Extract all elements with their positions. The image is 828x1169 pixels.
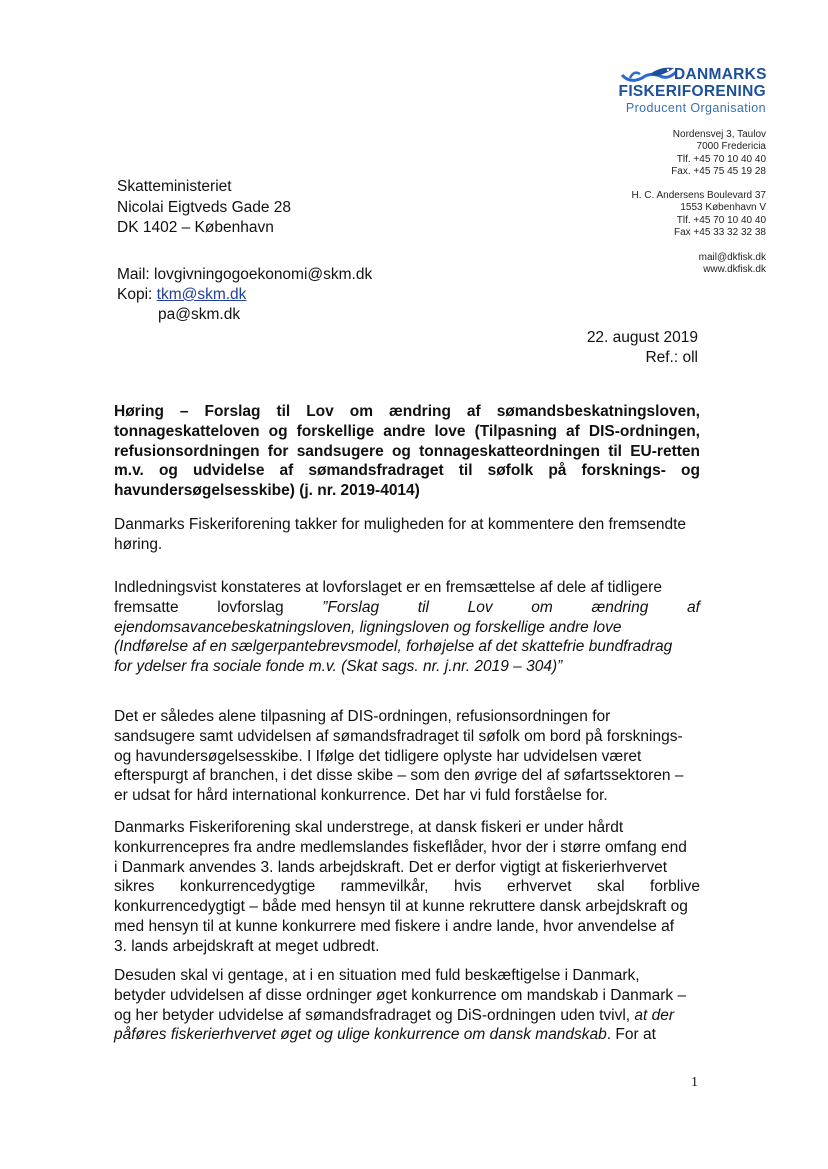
text-line: høring. bbox=[114, 535, 163, 553]
text-fragment-italic: at der bbox=[634, 1006, 675, 1024]
word: til bbox=[276, 403, 291, 420]
text-line: Det er således alene tilpasning af DIS-ordningen, refusionsordningen for bbox=[114, 708, 611, 725]
mail-line: Mail: lovgivningogoekonomi@skm.dk bbox=[117, 266, 373, 283]
word: Lov bbox=[467, 598, 493, 616]
paragraph-competition bbox=[114, 818, 700, 957]
text-fragment: og her betyder udvidelse af sømandsfradraget og DiS-ordningen uden tvivl, bbox=[114, 1006, 635, 1024]
word: EU-retten bbox=[630, 442, 700, 460]
word: sandsugere bbox=[296, 442, 384, 460]
address-phone: Tlf. +45 70 10 40 40 bbox=[676, 214, 766, 226]
address-line: H. C. Andersens Boulevard 37 bbox=[631, 190, 766, 201]
word: til bbox=[458, 462, 473, 480]
address-taulov bbox=[671, 129, 766, 179]
word: af bbox=[279, 462, 294, 480]
word: til bbox=[608, 442, 622, 460]
word: om bbox=[349, 403, 373, 420]
text-line bbox=[114, 598, 700, 618]
kopi-second-email: pa@skm.dk bbox=[158, 306, 241, 323]
text-line: Danmarks Fiskeriforening takker for muligheden for at kommentere den fremsendte bbox=[114, 516, 687, 533]
word: fremsatte bbox=[114, 598, 179, 616]
subject-line bbox=[114, 461, 700, 481]
text-line bbox=[114, 1025, 700, 1045]
date-block bbox=[587, 328, 698, 368]
kopi-label: Kopi: bbox=[117, 286, 157, 303]
text-line: konkurrencedygtigt – både med hensyn til at kunne rekruttere dansk arbejdskraft og bbox=[114, 898, 688, 916]
kopi-line bbox=[117, 285, 372, 305]
word: sømandsbeskatningsloven, bbox=[496, 403, 700, 420]
word: Lov bbox=[306, 403, 334, 420]
paragraph-background bbox=[114, 578, 700, 677]
paragraph-intro bbox=[114, 515, 700, 555]
logo-name-line2: FISKERIFORENING bbox=[618, 83, 766, 100]
word: af bbox=[687, 598, 700, 616]
word: sikres bbox=[114, 878, 155, 896]
address-line: Nordensvej 3, Taulov bbox=[672, 129, 766, 140]
word: udvidelse bbox=[192, 462, 265, 480]
text-fragment-italic: påføres fiskerierhvervet øget og ulige konkurrence om dansk mandskab bbox=[114, 1026, 607, 1044]
recipient-street: Nicolai Eigtveds Gade 28 bbox=[117, 198, 292, 216]
contact-web bbox=[699, 252, 766, 277]
word: tonnageskatteloven bbox=[114, 422, 260, 440]
word: love bbox=[434, 422, 466, 440]
text-line bbox=[114, 1006, 700, 1026]
subject-line bbox=[114, 422, 700, 442]
word: tonnageskatteordningen bbox=[419, 442, 600, 460]
text-line: konkurrencepres fra andre medlemslandes fiskeflåder, hvor der i større omfang end bbox=[114, 838, 687, 856]
address-phone: Tlf. +45 70 10 40 40 bbox=[676, 153, 766, 165]
recipient-city: DK 1402 – København bbox=[117, 219, 274, 236]
word: ”Forslag bbox=[322, 598, 380, 616]
word: og bbox=[158, 462, 178, 480]
logo-name-line1: DANMARKS bbox=[674, 66, 767, 83]
text-line: Indledningsvist konstateres at lovforslaget er en fremsættelse af dele af tidligere bbox=[114, 579, 662, 596]
text-line: sandsugere samt udvidelsen af sømandsfradraget til søfolk om bord på forsknings- bbox=[114, 727, 683, 745]
paragraph-labour bbox=[114, 966, 700, 1045]
word: skal bbox=[597, 878, 625, 896]
text-line: efterspurgt af branchen, i det disse skibe – som den øvrige del af søfartssektoren – bbox=[114, 767, 684, 785]
text-line: Danmarks Fiskeriforening skal understrege, at dansk fiskeri er under hårdt bbox=[114, 819, 624, 836]
contact-website: www.dkfisk.dk bbox=[703, 264, 766, 276]
word: m.v. bbox=[114, 462, 144, 480]
page-number: 1 bbox=[691, 1075, 698, 1090]
word: forsknings- bbox=[581, 462, 666, 480]
address-fax: Fax +45 33 32 32 38 bbox=[673, 227, 766, 239]
text-line bbox=[114, 877, 700, 897]
text-line: med hensyn til at kunne konkurrere med fiskere i andre lande, hvor anvendelse af bbox=[114, 917, 675, 935]
word: og bbox=[391, 442, 411, 460]
contact-email: mail@dkfisk.dk bbox=[698, 252, 766, 263]
word: sømandsfradraget bbox=[308, 462, 444, 480]
word: refusionsordningen bbox=[114, 442, 260, 460]
word: for bbox=[267, 442, 289, 460]
paragraph-scope bbox=[114, 707, 700, 806]
word: Forslag bbox=[204, 403, 261, 420]
word: ændring bbox=[388, 403, 451, 420]
word: og bbox=[680, 462, 700, 480]
text-line: Desuden skal vi gentage, at i en situation med fuld beskæftigelse i Danmark, bbox=[114, 967, 640, 984]
mail-block bbox=[117, 265, 372, 325]
company-logo bbox=[612, 62, 772, 118]
word: søfolk bbox=[487, 462, 534, 480]
text-line: ejendomsavancebeskatningsloven, ligningsloven og forskellige andre love bbox=[114, 618, 622, 636]
text-line: 3. lands arbejdskraft at meget udbredt. bbox=[114, 937, 380, 955]
address-copenhagen bbox=[631, 190, 766, 240]
word: af bbox=[466, 403, 481, 420]
address-line: 1553 København V bbox=[680, 202, 766, 214]
address-fax: Fax. +45 75 45 19 28 bbox=[671, 166, 766, 178]
subject-line bbox=[114, 442, 700, 462]
text-line: for ydelser fra sociale fonde m.v. (Skat sags. nr. j.nr. 2019 – 304)” bbox=[114, 658, 563, 676]
address-line: 7000 Fredericia bbox=[696, 141, 766, 153]
word: DIS-ordningen, bbox=[588, 422, 700, 440]
word: og bbox=[268, 422, 288, 440]
word: til bbox=[417, 598, 429, 616]
text-line: er udsat for hård international konkurrence. Det har vi fuld forståelse for. bbox=[114, 787, 608, 805]
word: – bbox=[179, 403, 189, 420]
word: på bbox=[548, 462, 567, 480]
word: konkurrencedygtige bbox=[179, 878, 316, 896]
word: forskellige bbox=[296, 422, 375, 440]
text-line: og havundersøgelsesskibe. I Ifølge det tidligere oplyste har udvidelsen været bbox=[114, 747, 642, 765]
text-line: (Indførelse af en sælgerpantebrevsmodel, forhøjelse af det skattefrie bundfradrag bbox=[114, 638, 673, 656]
word: Høring bbox=[114, 403, 164, 420]
recipient-name: Skatteministeriet bbox=[117, 178, 232, 195]
text-line: i Danmark anvendes 3. lands arbejdskraft. Det er derfor vigtigt at fiskerierhvervet bbox=[114, 858, 668, 876]
word: af bbox=[566, 422, 580, 440]
kopi-email-link[interactable]: tkm@skm.dk bbox=[156, 286, 247, 303]
reference: Ref.: oll bbox=[645, 349, 698, 366]
word: om bbox=[531, 598, 553, 616]
word: lovforslag bbox=[217, 598, 284, 616]
recipient-address bbox=[117, 177, 291, 239]
logo-tagline: Producent Organisation bbox=[625, 101, 766, 115]
word: andre bbox=[383, 422, 426, 440]
word: rammevilkår, bbox=[340, 878, 429, 896]
subject-heading bbox=[114, 402, 700, 501]
text-line: betyder udvidelsen af disse ordninger øget konkurrence om mandskab i Danmark – bbox=[114, 986, 687, 1004]
letter-date: 22. august 2019 bbox=[586, 329, 698, 346]
word: ændring bbox=[591, 598, 649, 616]
word: hvis bbox=[453, 878, 482, 896]
text-fragment: . For at bbox=[606, 1026, 656, 1044]
word: forblive bbox=[650, 878, 700, 896]
word: erhvervet bbox=[506, 878, 572, 896]
subject-line bbox=[114, 402, 700, 422]
subject-line: havundersøgelsesskibe) (j. nr. 2019-4014) bbox=[114, 482, 420, 500]
word: (Tilpasning bbox=[474, 422, 557, 440]
